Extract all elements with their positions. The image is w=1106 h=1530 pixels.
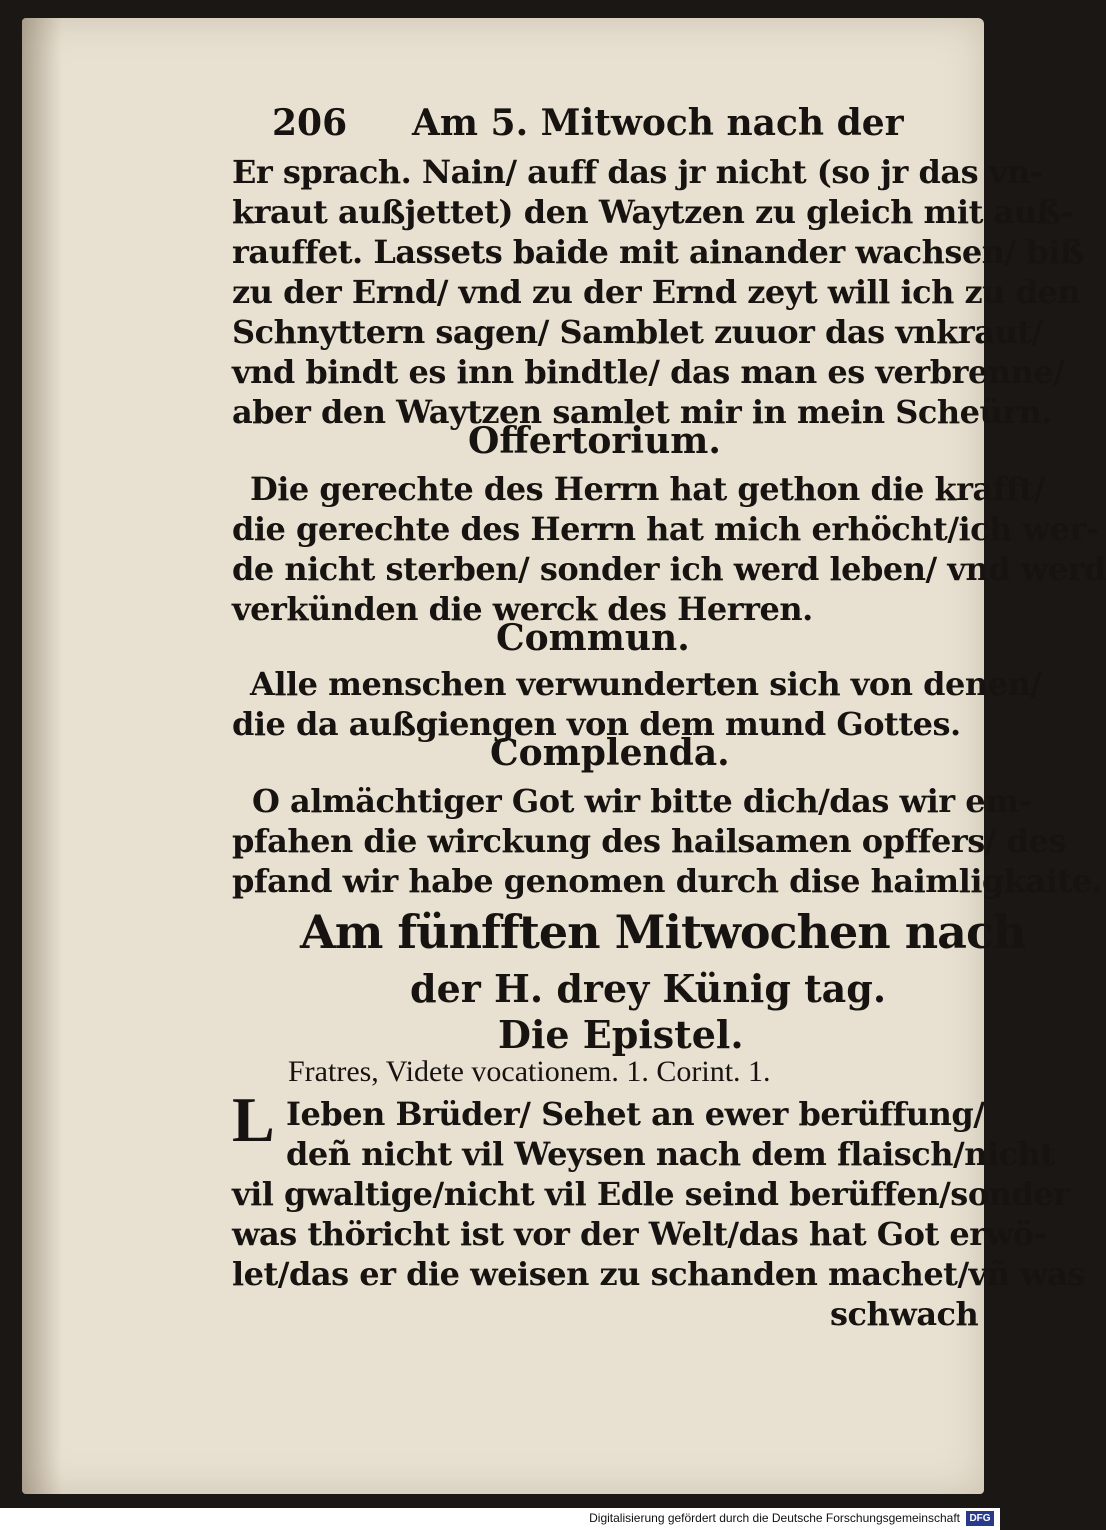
funding-notice: Digitalisierung gefördert durch die Deutsche Forschungsgemeinschaft xyxy=(589,1511,960,1525)
offertorium-line: de nicht sterben/ sonder ich werd leben/ vnd werd xyxy=(232,550,1106,588)
complenda-line: pfahen die wirckung des hailsamen opffers/ des xyxy=(232,822,1066,860)
commun-line: Alle menschen verwunderten sich von denen/ xyxy=(250,665,1042,703)
page-number: 206 xyxy=(272,102,348,144)
section-title: Am fünfften Mitwochen nach xyxy=(300,905,1026,959)
complenda-line: pfand wir habe genomen durch dise haimligkaite. xyxy=(232,862,1103,900)
text-line: aber den Waytzen samlet mir in mein Scheürn. xyxy=(232,393,1052,431)
epistle-line: was thöricht ist vor der Welt/das hat Got erwö- xyxy=(232,1215,1047,1253)
complenda-line: O almächtiger Got wir bitte dich/das wir em- xyxy=(252,782,1032,820)
offertorium-heading: Offertorium. xyxy=(468,420,721,462)
offertorium-line: die gerechte des Herrn hat mich erhöcht/ich wer- xyxy=(232,510,1099,548)
epistle-heading: Die Epistel. xyxy=(498,1012,744,1057)
text-line: Schnyttern sagen/ Samblet zuuor das vnkraut/ xyxy=(232,313,1043,351)
footer-bar xyxy=(0,1508,1000,1530)
offertorium-line: Die gerechte des Herrn hat gethon die krafft/ xyxy=(250,470,1045,508)
text-line: zu der Ernd/ vnd zu der Ernd zeyt will ich zu den xyxy=(232,273,1081,311)
catchword: schwach xyxy=(830,1295,979,1333)
epistle-line: deñ nicht vil Weysen nach dem flaisch/nicht xyxy=(286,1135,1055,1173)
text-line: Er sprach. Nain/ auff das jr nicht (so jr das vn- xyxy=(232,153,1043,191)
drop-cap-initial: L xyxy=(232,1084,275,1155)
commun-heading: Commun. xyxy=(496,617,690,659)
commun-line: die da außgiengen von dem mund Gottes. xyxy=(232,705,961,743)
section-subtitle: der H. drey Künig tag. xyxy=(410,966,887,1011)
epistle-line: Ieben Brüder/ Sehet an ewer berüffung/ xyxy=(286,1095,985,1133)
text-line: kraut außjettet) den Waytzen zu gleich mit auß- xyxy=(232,193,1074,231)
dfg-logo: DFG xyxy=(966,1511,994,1526)
latin-reference: Fratres, Videte vocationem. 1. Corint. 1. xyxy=(288,1055,771,1088)
complenda-heading: Complenda. xyxy=(490,732,730,774)
epistle-line: vil gwaltige/nicht vil Edle seind berüffen/sonder xyxy=(232,1175,1070,1213)
text-line: vnd bindt es inn bindtle/ das man es verbrenne/ xyxy=(232,353,1065,391)
offertorium-line: verkünden die werck des Herren. xyxy=(232,590,813,628)
spine-shadow xyxy=(22,18,62,1494)
epistle-line: let/das er die weisen zu schanden machet/vñ was xyxy=(232,1255,1085,1293)
running-title: Am 5. Mitwoch nach der xyxy=(412,102,904,144)
text-line: rauffet. Lassets baide mit ainander wachsen/ biß xyxy=(232,233,1084,271)
